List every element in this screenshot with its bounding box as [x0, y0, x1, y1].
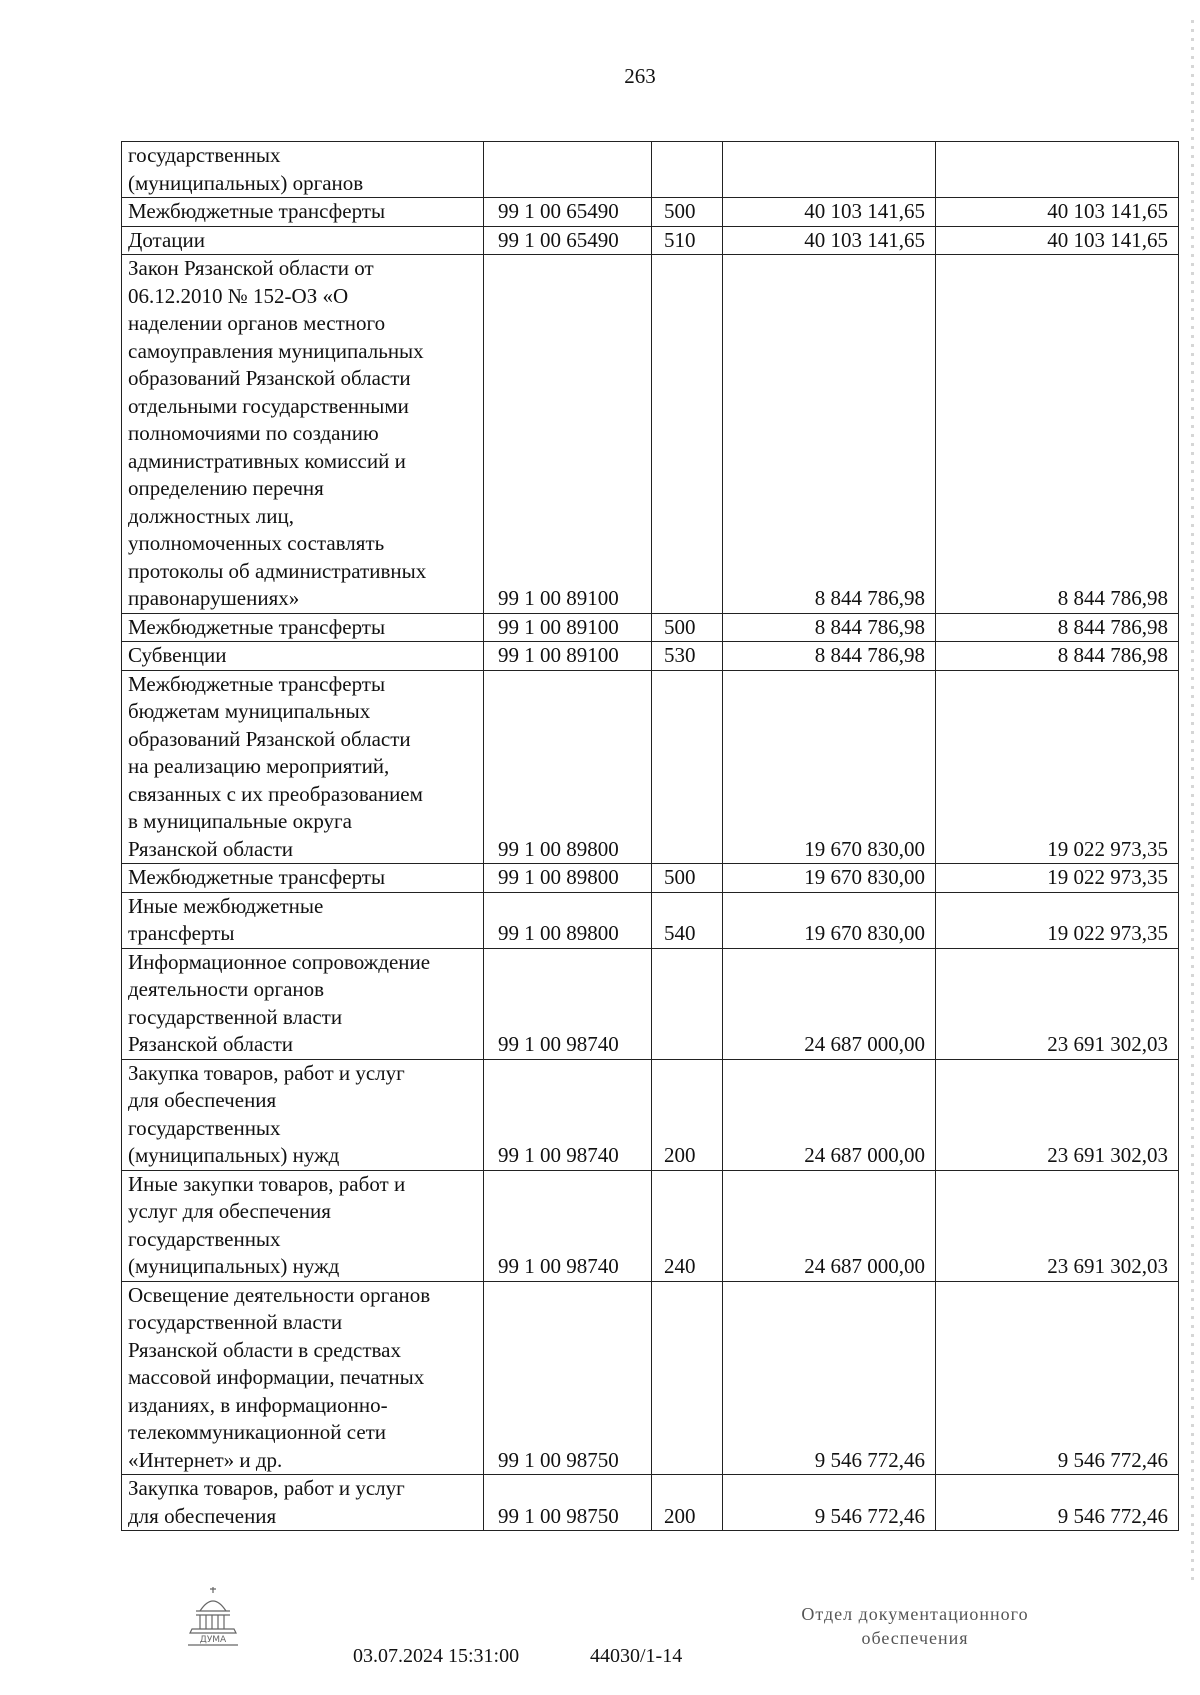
row-description: Закупка товаров, работ и услуг для обеспечения — [122, 1475, 484, 1531]
row-amount-approved: 8 844 786,98 — [723, 255, 936, 614]
footer-reg-number: 44030/1-14 — [590, 1645, 683, 1667]
table-row — [122, 948, 1179, 1059]
row-amount-executed: 19 022 973,35 — [936, 670, 1179, 864]
row-amount-approved: 8 844 786,98 — [723, 613, 936, 642]
row-description: Закон Рязанской области от 06.12.2010 № 152-ОЗ «О наделении органов местного самоуправления муниципальных образований Рязанской области отдельными государственными полномочиями по созданию административных комиссий и определению перечня должностных лиц, уполномоченных составлять протоколы об административных правонарушениях» — [122, 255, 484, 614]
row-description: Межбюджетные трансферты — [122, 198, 484, 227]
row-target-code: 99 1 00 98740 — [484, 1170, 652, 1281]
table-row — [122, 864, 1179, 893]
department-stamp — [760, 1602, 1070, 1650]
row-target-code: 99 1 00 98750 — [484, 1475, 652, 1531]
row-expense-type: 510 — [652, 226, 723, 255]
row-amount-executed: 19 022 973,35 — [936, 892, 1179, 948]
row-amount-approved: 8 844 786,98 — [723, 642, 936, 671]
row-target-code: 99 1 00 98740 — [484, 948, 652, 1059]
footer-datetime: 03.07.2024 15:31:00 — [353, 1645, 520, 1667]
table-row — [122, 1059, 1179, 1170]
row-expense-type: 540 — [652, 892, 723, 948]
budget-table — [121, 141, 1179, 1531]
table-row — [122, 613, 1179, 642]
row-amount-approved: 24 687 000,00 — [723, 948, 936, 1059]
row-description: Дотации — [122, 226, 484, 255]
row-amount-executed: 23 691 302,03 — [936, 948, 1179, 1059]
stamp-line-2: обеспечения — [861, 1628, 969, 1648]
stamp-line-1: Отдел документационного — [801, 1604, 1029, 1624]
row-description: Субвенции — [122, 642, 484, 671]
scan-edge-artifact — [1191, 20, 1194, 1580]
table-row — [122, 1281, 1179, 1475]
row-expense-type — [652, 255, 723, 614]
row-expense-type: 200 — [652, 1475, 723, 1531]
row-target-code: 99 1 00 89800 — [484, 864, 652, 893]
row-expense-type: 500 — [652, 864, 723, 893]
row-description: Иные закупки товаров, работ и услуг для обеспечения государственных (муниципальных) нужд — [122, 1170, 484, 1281]
row-target-code: 99 1 00 89100 — [484, 642, 652, 671]
row-amount-executed: 40 103 141,65 — [936, 198, 1179, 227]
table-row — [122, 255, 1179, 614]
row-expense-type — [652, 1281, 723, 1475]
row-target-code — [484, 142, 652, 198]
row-amount-executed: 23 691 302,03 — [936, 1059, 1179, 1170]
row-amount-executed — [936, 142, 1179, 198]
row-amount-executed: 9 546 772,46 — [936, 1475, 1179, 1531]
table-row — [122, 198, 1179, 227]
row-amount-executed: 8 844 786,98 — [936, 613, 1179, 642]
row-expense-type — [652, 142, 723, 198]
row-description: Закупка товаров, работ и услуг для обеспечения государственных (муниципальных) нужд — [122, 1059, 484, 1170]
table-row — [122, 1170, 1179, 1281]
page-number: 263 — [624, 64, 656, 88]
row-description: государственных (муниципальных) органов — [122, 142, 484, 198]
row-description: Информационное сопровождение деятельности органов государственной власти Рязанской области — [122, 948, 484, 1059]
row-amount-approved — [723, 142, 936, 198]
table-row — [122, 1475, 1179, 1531]
table-row — [122, 226, 1179, 255]
row-target-code: 99 1 00 89800 — [484, 892, 652, 948]
row-amount-approved: 24 687 000,00 — [723, 1170, 936, 1281]
row-description: Межбюджетные трансферты — [122, 864, 484, 893]
row-amount-approved: 9 546 772,46 — [723, 1475, 936, 1531]
row-description: Межбюджетные трансферты бюджетам муниципальных образований Рязанской области на реализацию мероприятий, связанных с их преобразованием в муниципальные округа Рязанской области — [122, 670, 484, 864]
table-row — [122, 642, 1179, 671]
logo-text: ДУМА — [199, 1635, 227, 1645]
row-amount-executed: 23 691 302,03 — [936, 1170, 1179, 1281]
row-target-code: 99 1 00 98740 — [484, 1059, 652, 1170]
duma-logo-icon — [186, 1585, 240, 1647]
row-amount-executed: 40 103 141,65 — [936, 226, 1179, 255]
table-row — [122, 892, 1179, 948]
row-target-code: 99 1 00 89100 — [484, 613, 652, 642]
row-amount-executed: 8 844 786,98 — [936, 255, 1179, 614]
row-expense-type: 500 — [652, 198, 723, 227]
row-amount-approved: 19 670 830,00 — [723, 864, 936, 893]
row-expense-type — [652, 670, 723, 864]
row-amount-approved: 40 103 141,65 — [723, 226, 936, 255]
row-description: Межбюджетные трансферты — [122, 613, 484, 642]
row-amount-executed: 9 546 772,46 — [936, 1281, 1179, 1475]
table-row — [122, 670, 1179, 864]
row-amount-approved: 24 687 000,00 — [723, 1059, 936, 1170]
row-amount-approved: 19 670 830,00 — [723, 670, 936, 864]
row-description: Освещение деятельности органов государственной власти Рязанской области в средствах массовой информации, печатных изданиях, в информационно- телекоммуникационной сети «Интернет» и др. — [122, 1281, 484, 1475]
row-amount-approved: 40 103 141,65 — [723, 198, 936, 227]
row-expense-type: 500 — [652, 613, 723, 642]
row-expense-type: 240 — [652, 1170, 723, 1281]
table-row — [122, 142, 1179, 198]
row-target-code: 99 1 00 65490 — [484, 198, 652, 227]
row-target-code: 99 1 00 89800 — [484, 670, 652, 864]
row-target-code: 99 1 00 65490 — [484, 226, 652, 255]
row-expense-type: 200 — [652, 1059, 723, 1170]
row-description: Иные межбюджетные трансферты — [122, 892, 484, 948]
row-amount-approved: 9 546 772,46 — [723, 1281, 936, 1475]
row-amount-approved: 19 670 830,00 — [723, 892, 936, 948]
row-expense-type — [652, 948, 723, 1059]
row-target-code: 99 1 00 98750 — [484, 1281, 652, 1475]
row-expense-type: 530 — [652, 642, 723, 671]
row-amount-executed: 19 022 973,35 — [936, 864, 1179, 893]
row-target-code: 99 1 00 89100 — [484, 255, 652, 614]
row-amount-executed: 8 844 786,98 — [936, 642, 1179, 671]
